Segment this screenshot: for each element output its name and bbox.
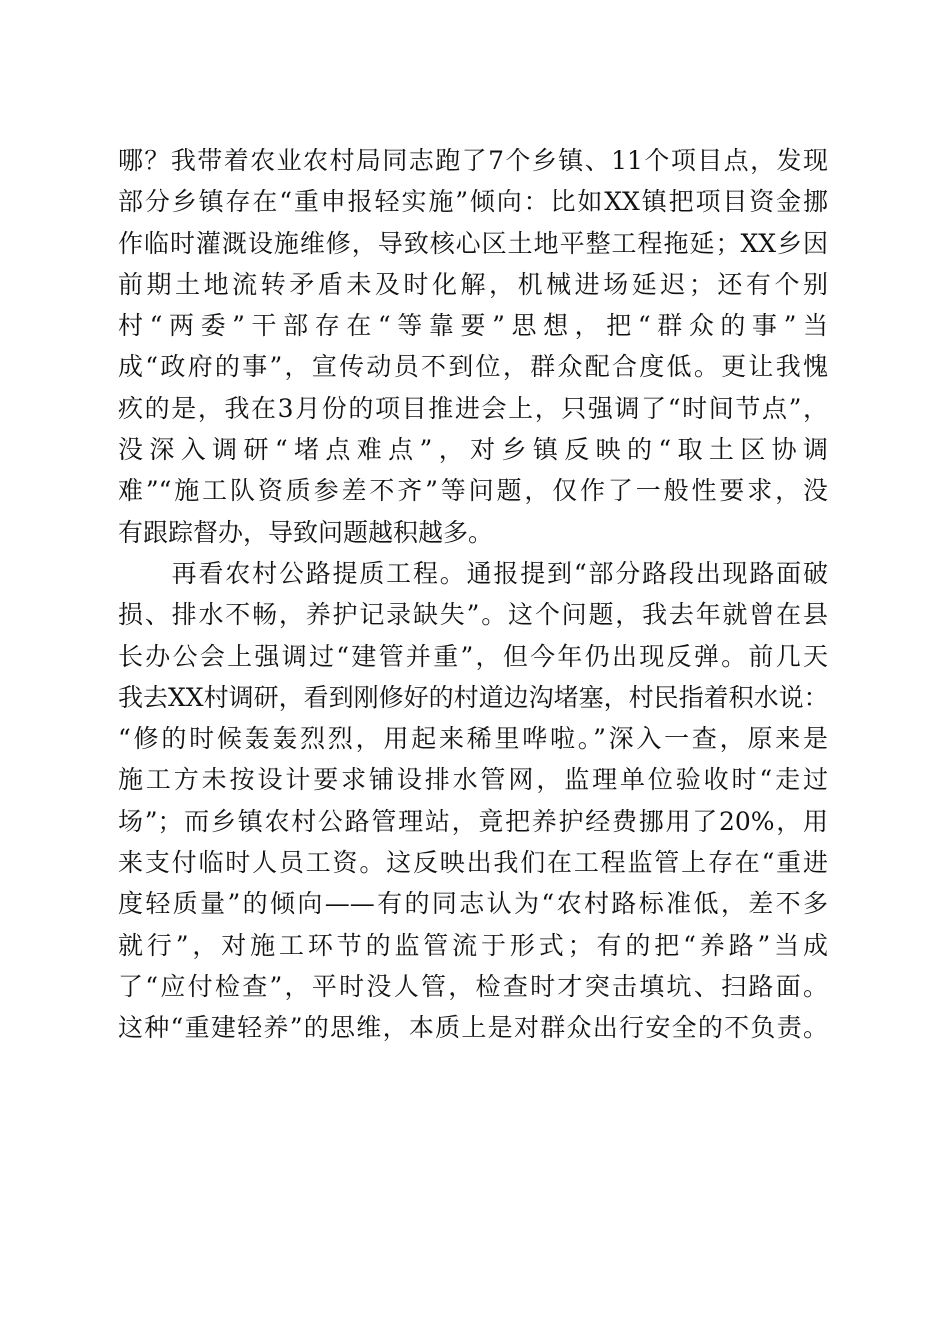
- paragraph-end-line: 有跟踪督办，导致问题越积越多。: [118, 517, 494, 547]
- text-line: 这种“重建轻养”的思维，本质上是对群众出行安全的不负责。: [118, 1013, 828, 1043]
- text-line: 场”；而乡镇农村公路管理站，竟把养护经费挪用了20%，用: [118, 806, 828, 836]
- text-line: 前期土地流转矛盾未及时化解，机械进场延迟；还有个别: [118, 269, 828, 299]
- body-text: [118, 140, 828, 1049]
- text-line: “修的时候轰轰烈烈，用起来稀里哗啦。”深入一查，原来是: [118, 724, 828, 754]
- text-line: 来支付临时人员工资。这反映出我们在工程监管上存在“重进: [118, 848, 828, 878]
- text-line: 我去XX村调研，看到刚修好的村道边沟堵塞，村民指着积水说：: [118, 682, 829, 712]
- text-line: 损、排水不畅，养护记录缺失”。这个问题，我去年就曾在县: [118, 600, 828, 630]
- paragraph-start-line: 再看农村公路提质工程。通报提到“部分路段出现路面破: [118, 558, 828, 588]
- text-line: 哪？我带着农业农村局同志跑了7个乡镇、11个项目点，发现: [118, 146, 828, 175]
- text-line: 疚的是，我在3月份的项目推进会上，只强调了“时间节点”，: [118, 393, 828, 423]
- text-line: 没深入调研“堵点难点”，对乡镇反映的“取土区协调: [118, 435, 828, 465]
- text-line: 施工方未按设计要求铺设排水管网，监理单位验收时“走过: [118, 765, 828, 795]
- text-line: 村“两委”干部存在“等靠要”思想，把“群众的事”当: [118, 311, 828, 341]
- text-line: 难”“施工队资质参差不齐”等问题，仅作了一般性要求，没: [118, 476, 828, 506]
- text-line: 了“应付检查”，平时没人管，检查时才突击填坑、扫路面。: [118, 971, 828, 1001]
- text-line: 部分乡镇存在“重申报轻实施”倾向：比如XX镇把项目资金挪: [118, 187, 828, 217]
- text-line: 长办公会上强调过“建管并重”，但今年仍出现反弹。前几天: [118, 641, 828, 671]
- text-line: 度轻质量”的倾向——有的同志认为“农村路标准低，差不多: [118, 889, 828, 919]
- text-line: 成“政府的事”，宣传动员不到位，群众配合度低。更让我愧: [118, 352, 828, 382]
- text-line: 就行”，对施工环节的监管流于形式；有的把“养路”当成: [118, 930, 828, 960]
- text-line: 作临时灌溉设施维修，导致核心区土地平整工程拖延；XX乡因: [118, 228, 828, 258]
